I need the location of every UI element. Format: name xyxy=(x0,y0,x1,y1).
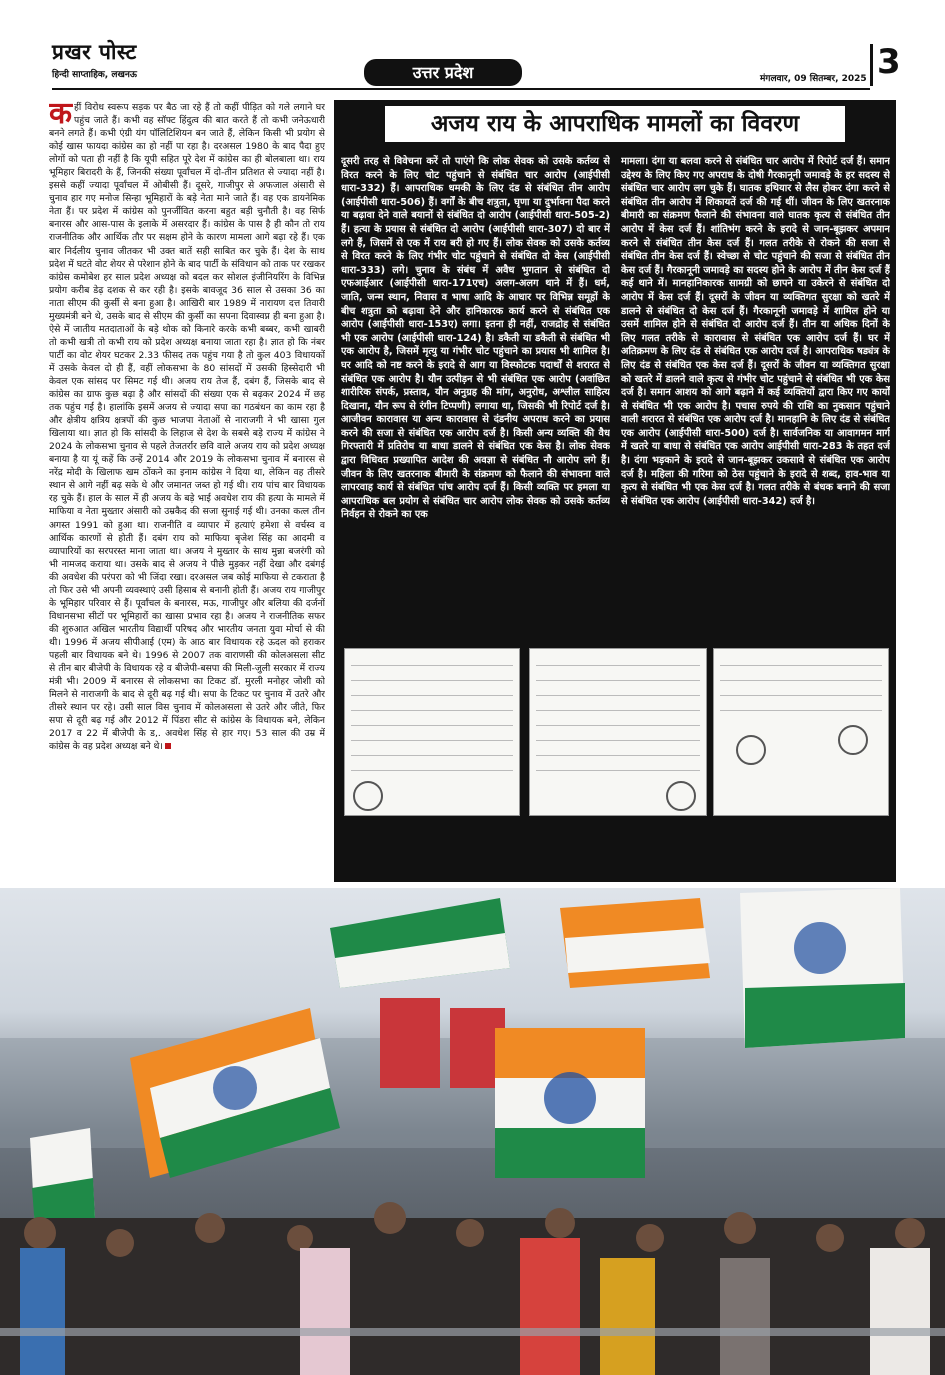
drop-cap: क xyxy=(49,101,73,131)
section-tag: उत्तर प्रदेश xyxy=(364,59,522,86)
flag-icon xyxy=(130,1008,340,1178)
page-number-rule xyxy=(870,44,873,86)
rally-photo xyxy=(0,888,945,1375)
affidavit-document-2 xyxy=(529,648,707,816)
stamp-icon xyxy=(736,735,766,765)
affidavit-document-3 xyxy=(713,648,889,816)
flag-icon xyxy=(330,898,510,988)
flag-icon xyxy=(560,898,710,988)
congress-rally-crowd-photo xyxy=(0,888,945,1375)
stamp-icon xyxy=(353,781,383,811)
signature-stamp-icon xyxy=(838,725,868,755)
issue-date: मंगलवार, 09 सितम्बर, 2025 xyxy=(760,74,867,84)
flag-icon xyxy=(495,1028,645,1178)
stamp-icon xyxy=(666,781,696,811)
page-header xyxy=(0,0,945,96)
left-column-text: हीं विरोध स्वरूप सड़क पर बैठ जा रहे हैं तो कहीं पीड़ित को गले लगाने घर पहुंच जाते हैं। कभी वह सॉफ्ट हिंदुत्व की बात करते हैं तो कभी जनेऊधारी बनने लगते हैं। कभी एंग्री यंग पॉलिटिशियन बन जाते हैं, लेकिन किसी भी प्रयोग से कोई खास फायदा कांग्रेस का हो नहीं पा रहा है। दरअसल 1980 के बाद पैदा हुए लोगों को पता ही नहीं है कि यूपी सहित पूरे देश में कांग्रेस का ही बोलबाला था। राय भूमिहार बिरादरी के हैं, जिनकी संख्या पूर्वांचल में दो-तीन प्रतिशत से ज्यादा नहीं है। इससे कहीं ज्यादा पूर्वांचल में ओबीसी हैं। दूसरे, गाजीपुर से अफजाल अंसारी से चुनाव हार गए मनोज सिन्हा भूमिहारों के बड़े नेता माने जाते हैं। वह एक डायनेमिक नेता हैं। पर प्रदेश में कांग्रेस को पुनर्जीवित करना बहुत बड़ी चुनौती है। वह सिर्फ बनारस और आस-पास के इलाके में असरदार हैं। कांग्रेस के पास है ही कौन तो राय राजनीतिक और आर्थिक तौर पर सक्षम होने के कारण मामला आगे बढ़ा रहे हैं। एक बार निर्दलीय चुनाव जीतकर भी उक्त बातें सही साबित कर चुके हैं। देश के साथ प्रदेश में घटते वोट शेयर से परेशान होने के बाद पार्टी के संविधान को ताक पर रखकर कांग्रेस कमोबेश हर साल प्रदेश अध्यक्ष को बदल कर सोशल इंजीनियरिंग के विभिन्न प्रयोग करीब डेढ़ दशक से कर रही है। इसके बावजूद 36 साल से उसका 36 का नाता सीएम की कुर्सी से बना हुआ है। आखिरी बार 1989 में नारायण दत्त तिवारी मुख्यमंत्री बने थे, उसके बाद से सीएम की कुर्सी का सपना दिवास्वप्न ही बना हुआ है। ऐसे में जातीय मतदाताओं के बड़े थोक को किनारे करके कभी बब्बर, कभी खाबरी तो कभी खत्री तो कभी राय को प्रदेश अध्यक्ष बनाया जाता रहा है। ज्ञात हो कि नंबर पार्टी का वोट शेयर घटकर 2.33 फीसद तक पहुंच गया है तो कुल 403 विधायकों में उसके केवल दो ही हैं, वहीं लोकसभा के 80 सांसदों में उसकी हिस्सेदारी भी केवल एक सांसद पर सिमट गई थी। अजय राय तेज हैं, दबंग हैं, जिसके बाद से कांग्रेस का ग्राफ कुछ बढ़ा है और सांसदों की संख्या एक से बढ़कर 2024 में छह तक पहुंच गई है। हालांकि इसमें अजय से ज्यादा सपा का गठबंधन का काम रहा है और क्षेत्रीय क्षत्रिय क्षत्रपों की कुछ भाजपा नेताओं से नाराजगी ने भी खासा गुल खिलाया था। ज्ञात हो कि सांसदी के लिहाज से देश के सबसे बड़े राज्य में कांग्रेस ने 2024 के लोकसभा चुनाव से पहले तेजतर्रार छवि वाले अजय राय को प्रदेश अध्यक्ष बनाया है या यूं कहें कि उन्हें 2014 और 2019 के लोकसभा चुनाव में बनारस से नरेंद्र मोदी के खिलाफ खम ठोंकने का इनाम कांग्रेस ने दिया था, लेकिन वह तीसरे स्थान से आगे नहीं बढ़ सके थे और जमानत जब्त हो गई थी। राय पांच बार विधायक रह चुके हैं। हाल के साल में ही अजय के बड़े भाई अवधेश राय की हत्या के मामले में माफिया व नेता मुख्तार अंसारी को उम्रकैद की सजा सुनाई गई थी। उनका कत्ल तीन अगस्त 1991 को हुआ था। राजनीति व व्यापार में हत्याएं हमेशा से वर्चस्व व आर्थिक कारणों से होती हैं। दबंग राय को माफिया बृजेश सिंह का आदमी व व्यापारियों का सरपरस्त माना जाता था। अजय ने मुख्तार के साथ मुन्ना बजरंगी को भी नामजद कराया था। उसके बाद से अजय ने पीछे मुड़कर नहीं देखा और दबंगई की अवधेश की परंपरा को भी जिंदा रखा। दरअसल जब कोई माफिया से टकराता है तो फिर उसे भी अपनी व्यवस्थाएं उसी हिसाब से बनानी होती हैं। अजय राय गाजीपुर के भूमिहार परिवार से हैं। पूर्वांचल के बनारस, मऊ, गाजीपुर और बलिया की दर्जनों विधानसभा सीटों पर भूमिहारों का खासा प्रभाव रहा है। अजय ने राजनीतिक सफर की शुरुआत अखिल भारतीय विद्यार्थी परिषद और भारतीय जनता युवा मोर्चा से की थी। 1996 में अजय सीपीआई (एम) के आठ बार विधायक रहे ऊदल को हराकर पहली बार विधायक बने थे। 1996 से 2007 तक वाराणसी की कोलअसला सीट से तीन बार बीजेपी के विधायक रहे व बीजेपी-बसपा की मिली-जुली सरकार में राज्य मंत्री भी। 2009 में बनारस से लोकसभा का टिकट डॉ. मुरली मनोहर जोशी को मिलने से नाराजगी के बाद से दूरी बढ़ गई थी। सपा के टिकट पर चुनाव में उतरे और तीसरे स्थान पर रहे। उसी साल विस चुनाव में कोलअसला से उतरे और जीते, फिर सपा से दूरी बढ़ गई और 2012 में पिंडरा सीट से कांग्रेस के विधायक बने, लेकिन 2017 व 22 में बीजेपी के ड,. अवधेश सिंह से हार गए। 53 साल की उम्र में कांग्रेस के वह प्रदेश अध्यक्ष बने थे। xyxy=(49,102,325,753)
flag-icon xyxy=(740,888,905,1048)
page-number: 3 xyxy=(877,42,901,82)
masthead-subtitle: हिन्दी साप्ताहिक, लखनऊ xyxy=(52,70,137,80)
masthead-title: प्रखर पोस्ट xyxy=(52,39,137,64)
left-article-column xyxy=(49,101,325,887)
flag-icon xyxy=(30,1128,95,1228)
affidavit-document-1 xyxy=(344,648,520,816)
end-mark-icon xyxy=(165,743,171,749)
headline: अजय राय के आपराधिक मामलों का विवरण xyxy=(383,104,847,144)
panel-column-b: मामला। दंगा या बलवा करने से संबंधित चार आरोप में रिपोर्ट दर्ज हैं। समान उद्देश्य के लिए किए गए अपराध के दोषी गैरकानूनी जमावड़े के हर सदस्य से संबंधित चार आरोप लग चुके हैं। घातक हथियार से लैस होकर दंगा करने से संबंधित तीन आरोप में शिकायतें दर्ज की गई थीं। जीवन के लिए खतरनाक बीमारी का संक्रमण फैलाने की संभावना वाले घातक कृत्य से संबंधित तीन आरोप में केस दर्ज हैं। शांतिभंग करने के इरादे से जान-बूझकर अपमान करने से संबंधित तीन केस दर्ज हैं। गलत तरीके से रोकने की सजा से संबंधित तीन केस दर्ज हैं। स्वेच्छा से चोट पहुंचाने की सजा से संबंधित तीन केस दर्ज हैं। गैरकानूनी जमावड़े का सदस्य होने के आरोप में तीन केस दर्ज हैं कई थाने में। मानहानिकारक सामग्री को छापने या उकेरने से संबंधित दो आरोप में केस दर्ज हैं। दूसरों के जीवन या व्यक्तिगत सुरक्षा को खतरे में डालने से संबंधित दो केस दर्ज हैं। गैरकानूनी जमावड़े में शामिल होने या उसमें शामिल होने से संबंधित दो आरोप दर्ज हैं। तीन या अधिक दिनों के लिए गलत तरीके से कारावास से संबंधित एक आरोप दर्ज हैं। घर में अतिक्रमण के लिए दंड से संबंधित एक आरोप दर्ज है। आपराधिक षड्यंत्र के लिए दंड से संबंधित एक केस दर्ज हैं। दूसरों के जीवन या व्यक्तिगत सुरक्षा को खतरे में डालने वाले कृत्य से गंभीर चोट पहुंचाने से संबंधित भी एक केस दर्ज है। समान आशय को आगे बढ़ाने में कई व्यक्तियों द्वारा किए गए कार्यों से संबंधित भी एक आरोप है। पचास रुपये की राशि का नुकसान पहुंचाने वाली शरारत से संबंधित एक आरोप दर्ज है। मानहानि के लिए दंड से संबंधित एक आरोप (आईपीसी धारा-500) दर्ज है। सार्वजनिक या आवागमन मार्ग में खतरे या बाधा से संबंधित एक आरोप आईपीसी धारा-283 के तहत दर्ज है। दंगा भड़काने के इरादे से जान-बूझकर उकसावे से संबंधित एक आरोप दर्ज है। महिला की गरिमा को ठेस पहुंचाने के इरादे से शब्द, हाव-भाव या कृत्य से संबंधित भी एक केस दर्ज है। गलत तरीके से बंधक बनाने की सजा से संबंधित एक आरोप (आईपीसी धारा-342) दर्ज है। xyxy=(621,156,890,507)
header-divider xyxy=(52,88,870,90)
panel-column-a: दूसरी तरह से विवेचना करें तो पाएंगे कि लोक सेवक को उसके कर्तव्य से विरत करने के लिए चोट पहुंचाने से संबंधित चार आरोप (आईपीसी धारा-332) हैं। आपराधिक धमकी के लिए दंड से संबंधित तीन आरोप (आईपीसी धारा-506) हैं। वर्गों के बीच शत्रुता, घृणा या दुर्भावना पैदा करने या बढ़ावा देने वाले बयानों से संबंधित दो आरोप (आईपीसी धारा-505-2) हैं। हत्या के प्रयास से संबंधित दो आरोप (आईपीसी धारा-307) दो बार में लगे हैं, जिसमें से एक में राय बरी हो गए हैं। लोक सेवक को उसके कर्तव्य से विरत करने के लिए गंभीर चोट पहुंचाने से संबंधित दो केस (आईपीसी धारा-333) लगे। चुनाव के संबंध में अवैध भुगतान से संबंधित दो एफआईआर (आईपीसी धारा-171एच) अलग-अलग थाने में हैं। धर्म, जाति, जन्म स्थान, निवास व भाषा आदि के आधार पर विभिन्न समूहों के बीच शत्रुता को बढ़ावा देने और हानिकारक कार्य करने से संबंधित एक आरोप (आईपीसी धारा-153ए) लगा। इतना ही नहीं, राजद्रोह से संबंधित भी एक आरोप (आईपीसी धारा-124) है। डकैती या डकैती से संबंधित भी एक आरोप है, जिसमें मृत्यु या गंभीर चोट पहुंचाने का प्रयास भी शामिल है। घर आदि को नष्ट करने के इरादे से आग या विस्फोटक पदार्थों से शरारत से संबंधित एक आरोप है। यौन उत्पीड़न से भी संबंधित एक आरोप (अवांछित शारीरिक संपर्क, प्रस्ताव, यौन अनुग्रह की मांग, अनुरोध, अश्लील साहित्य दिखाना, यौन रूप से रंगीन टिप्पणी) लगाया था, जिसकी भी रिपोर्ट दर्ज है। आजीवन कारावास या अन्य कारावास से दंडनीय अपराध करने का प्रयास करने की सजा से संबंधित एक आरोप दर्ज है। किसी अन्य व्यक्ति की वैध गिरफ्तारी में प्रतिरोध या बाधा डालने से संबंधित एक केस है। लोक सेवक द्वारा विधिवत प्रख्यापित आदेश की अवज्ञा से संबंधित नौ आरोप लगे हैं। जीवन के लिए खतरनाक बीमारी के संक्रमण को फैलाने की संभावना वाले लापरवाह कार्य से संबंधित पांच आरोप दर्ज हैं। किसी व्यक्ति पर हमला या आपराधिक बल प्रयोग से संबंधित चार आरोप लोक सेवक को उसके कर्तव्य निर्वहन से रोकने का एक xyxy=(341,156,610,521)
